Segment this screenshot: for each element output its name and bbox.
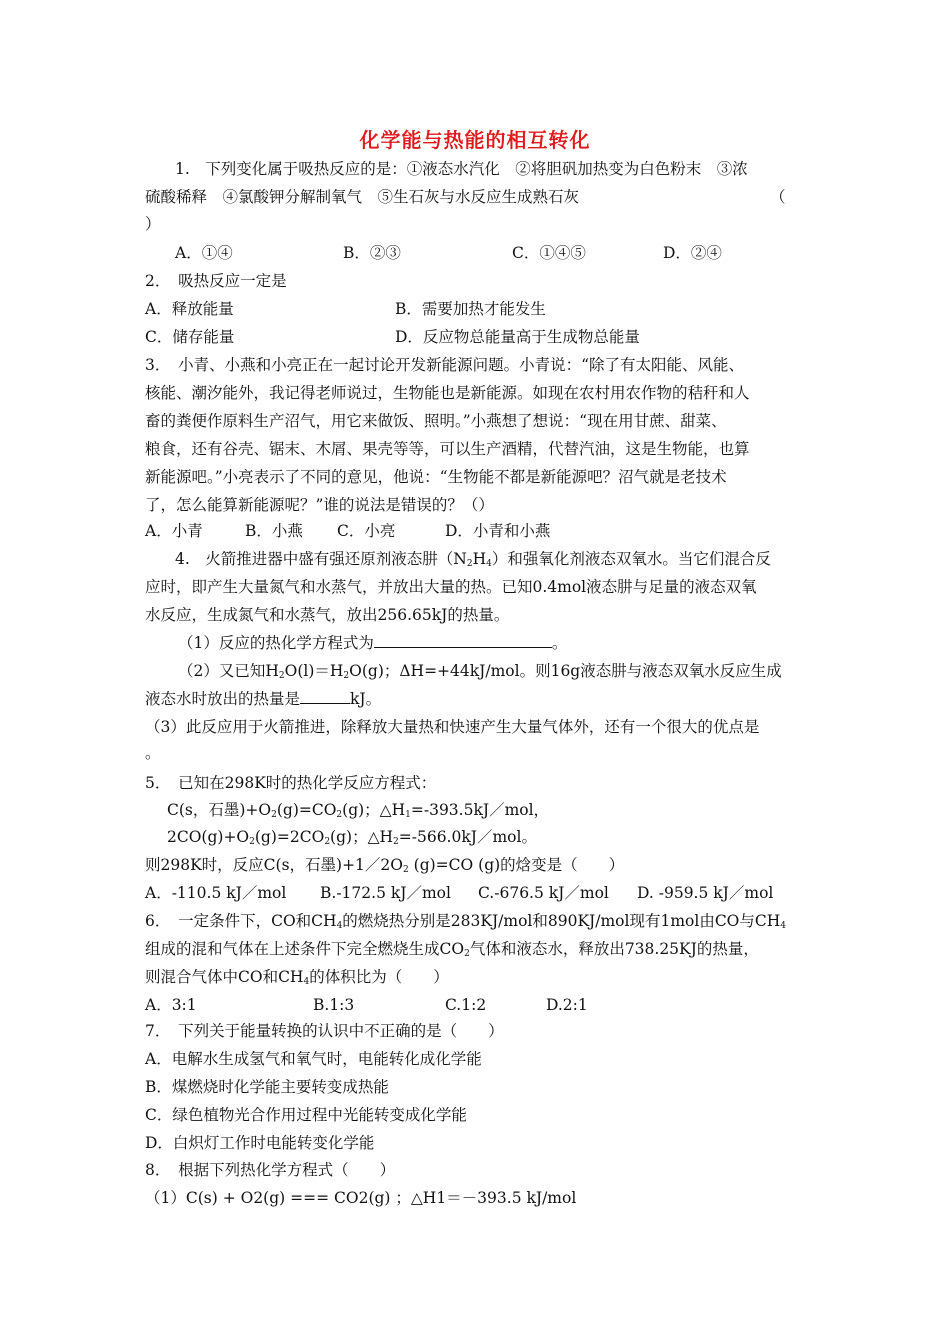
q3-line1: 3． 小青、小燕和小亮正在一起讨论开发新能源问题。小青说：“除了有太阳能、风能、	[145, 356, 745, 374]
q4-sub2-line1: （2）又已知$H_2O(l)=H_2O(g)$；ΔH=+44kJ/mol。则16g液态肼与液态双氧水反应生成	[178, 662, 782, 681]
q4-line3: 水反应，生成氮气和水蒸气，放出256.65kJ的热量。	[145, 606, 510, 624]
q5-option-b: B.-172.5 kJ／mol	[320, 884, 451, 902]
q1-paren-open: （	[770, 188, 786, 206]
q5-stem: 5． 已知在298K时的热化学反应方程式：	[145, 774, 437, 792]
q3-line2: 核能、潮汐能外，我记得老师说过，生物能也是新能源。如现在农村用农作物的秸秆和人	[145, 384, 750, 402]
page-title: 化学能与热能的相互转化	[359, 128, 591, 152]
q5-question: 则298K时，反应C(s，石墨)$+1/2O_2$ (g)=CO (g)的焓变是（ ）	[145, 856, 625, 875]
q1-option-d: D．②④	[663, 244, 722, 262]
q2-option-b: B．需要加热才能发生	[395, 300, 546, 318]
q1-stem-line2: 硫酸稀释 ④氯酸钾分解制氧气 ⑤生石灰与水反应生成熟石灰	[145, 188, 580, 206]
q2-option-d: D．反应物总能量高于生成物总能量	[395, 328, 640, 346]
q4-sub1: （1）反应的热化学方程式为 。	[178, 634, 568, 652]
q1-option-a: A．①④	[175, 244, 233, 262]
q3-option-b: B．小燕	[245, 522, 303, 540]
q3-line5: 新能源吧。”小亮表示了不同的意见，他说：“生物能不都是新能源吧？沼气就是老技术	[145, 468, 727, 486]
q5-equation-1: C(s，石墨)$+O_2(g)=CO_2(g)$；$\triangle H_1=-393.5kJ/mol$，	[167, 801, 550, 820]
q6-line2: 组成的混和气体在上述条件下完全燃烧生成$CO_2$气体和液态水，释放出738.25KJ的热量，	[145, 940, 759, 959]
q6-option-a: A．3:1	[145, 996, 197, 1014]
q2-option-c: C．储存能量	[145, 328, 235, 346]
q1-option-b: B．②③	[343, 244, 401, 262]
q1-paren-close: ）	[145, 215, 161, 233]
q3-line3: 畜的粪便作原料生产沼气，用它来做饭、照明。”小燕想了想说：“现在用甘蔗、甜菜、	[145, 412, 727, 430]
q6-option-d: D.2:1	[546, 996, 588, 1014]
q4-answer-blank-2[interactable]	[300, 689, 350, 704]
q3-line4: 粮食，还有谷壳、锯末、木屑、果壳等等，可以生产酒精，代替汽油，这是生物能，也算	[145, 440, 750, 458]
q3-option-a: A．小青	[145, 522, 203, 540]
q4-line2: 应时，即产生大量氮气和水蒸气，并放出大量的热。已知0.4mol液态肼与足量的液态双氧	[145, 578, 757, 596]
q5-option-a: A．-110.5 kJ／mol	[145, 884, 287, 902]
q6-line1: 6． 一定条件下，CO和$CH_4$的燃烧热分别是283KJ/mol和890KJ/mol现有1mol由CO与$CH_4$	[145, 912, 786, 931]
q4-sub2-line2: 液态水时放出的热量是 kJ。	[145, 690, 382, 708]
q8-stem: 8． 根据下列热化学方程式（ ）	[145, 1161, 396, 1179]
q1-option-c: C．①④⑤	[512, 244, 586, 262]
q4-sub3-end: 。	[145, 744, 161, 762]
q7-option-c: C．绿色植物光合作用过程中光能转变成化学能	[145, 1106, 467, 1124]
q7-stem: 7． 下列关于能量转换的认识中不正确的是（ ）	[145, 1022, 504, 1040]
q3-option-c: C．小亮	[337, 522, 396, 540]
q6-option-c: C.1:2	[445, 996, 487, 1014]
q4-answer-blank-1[interactable]	[374, 633, 552, 648]
q2-stem: 2． 吸热反应一定是	[145, 272, 287, 290]
q1-stem-line1: 1. 下列变化属于吸热反应的是：①液态水汽化 ②将胆矾加热变为白色粉末 ③浓	[175, 160, 748, 178]
q8-equation-1: （1）C(s) + O2(g) === CO2(g) ；△H1＝－393.5 kJ/mol	[145, 1189, 577, 1207]
q6-option-b: B.1:3	[313, 996, 355, 1014]
q3-line6: 了，怎么能算新能源呢？”谁的说法是错误的？（）	[145, 496, 494, 514]
q5-option-c: C.-676.5 kJ／mol	[478, 884, 609, 902]
q3-option-d: D．小青和小燕	[445, 522, 551, 540]
q6-line3: 则混合气体中CO和$CH_4$的体积比为（ ）	[145, 968, 449, 987]
q7-option-b: B．煤燃烧时化学能主要转变成热能	[145, 1078, 389, 1096]
q4-line1: 4. 火箭推进器中盛有强还原剂液态肼$(N_2H_4)$和强氧化剂液态双氧水。当它们混合反	[175, 550, 771, 569]
q7-option-a: A．电解水生成氢气和氧气时，电能转化成化学能	[145, 1050, 482, 1068]
q7-option-d: D．白炽灯工作时电能转变化学能	[145, 1134, 375, 1152]
q4-sub3: （3）此反应用于火箭推进，除释放大量热和快速产生大量气体外，还有一个很大的优点是	[145, 718, 760, 736]
q2-option-a: A．释放能量	[145, 300, 234, 318]
q5-option-d: D. -959.5 kJ／mol	[637, 884, 774, 902]
q5-equation-2: $2CO(g)+O_2(g)=2CO_2(g)$；$\triangle H_2=-566.0kJ/mol$。	[167, 828, 537, 847]
